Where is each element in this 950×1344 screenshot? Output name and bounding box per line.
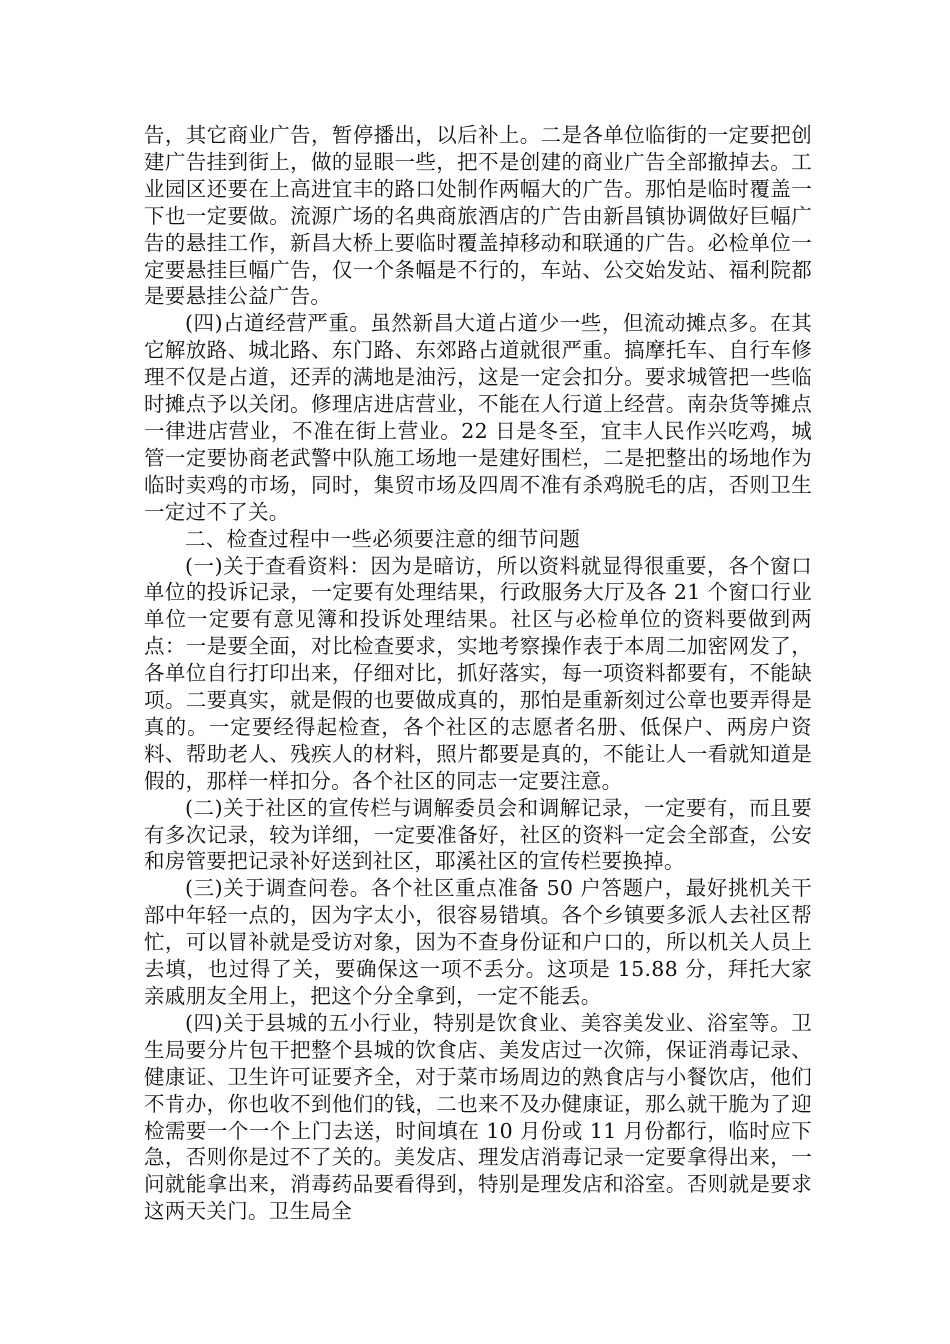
document-page — [144, 122, 812, 1225]
paragraph-community-bulletin: (二)关于社区的宣传栏与调解委员会和调解记录，一定要有，而且要有多次记录，较为详细，一定要准备好，社区的资料一定会全部查，公安和房管要把记录补好送到社区，耶溪社区的宣传栏要换掉。 — [144, 795, 812, 874]
paragraph-five-small-industries: (四)关于县城的五小行业，特别是饮食业、美容美发业、浴室等。卫生局要分片包干把整个县城的饮食店、美发店过一次筛，保证消毒记录、健康证、卫生许可证要齐全，对于菜市场周边的熟食店与小餐饮店，他们不肯办，你也收不到他们的钱，二也来不及办健康证，那么就干脆为了迎检需要一个一个上门去送，时间填在 10 月份或 11 月份都行，临时应下急，否则你是过不了关的。美发店、理发店消毒记录一定要拿得出来，一问就能拿出来，消毒药品要看得到，特别是理发店和浴室。否则就是要求这两天关门。卫生局全 — [144, 1010, 812, 1224]
paragraph-street-occupation: (四)占道经营严重。虽然新昌大道占道少一些，但流动摊点多。在其它解放路、城北路、东门路、东郊路占道就很严重。搞摩托车、自行车修理不仅是占道，还弄的满地是油污，这是一定会扣分。要求城管把一些临时摊点予以关闭。修理店进店营业，不能在人行道上经营。南杂货等摊点一律进店营业，不准在街上营业。22 日是冬至，宜丰人民作兴吃鸡，城管一定要协商老武警中队施工场地一是建好围栏，二是把整出的场地作为临时卖鸡的市场，同时，集贸市场及四周不准有杀鸡脱毛的店，否则卫生一定过不了关。 — [144, 311, 812, 524]
paragraph-survey-questionnaire: (三)关于调查问卷。各个社区重点准备 50 户答题户，最好挑机关干部中年轻一点的，因为字太小，很容易错填。各个乡镇要多派人去社区帮忙，可以冒补就是受访对象，因为不查身份证和户口的，所以机关人员上去填，也过得了关，要确保这一项不丢分。这项是 15.88 分，拜托大家亲戚朋友全用上，把这个分全拿到，一定不能丢。 — [144, 876, 812, 1008]
section-heading-inspection-details: 二、检查过程中一些必须要注意的细节问题 — [185, 526, 581, 551]
paragraph-ad-continuation: 告，其它商业广告，暂停播出，以后补上。二是各单位临街的一定要把创建广告挂到街上，做的显眼一些，把不是创建的商业广告全部撤掉去。工业园区还要在上高进宜丰的路口处制作两幅大的广告。那怕是临时覆盖一下也一定要做。流源广场的名典商旅酒店的广告由新昌镇协调做好巨幅广告的悬挂工作，新昌大桥上要临时覆盖掉移动和联通的广告。必检单位一定要悬挂巨幅广告，仅一个条幅是不行的，车站、公交始发站、福利院都是要悬挂公益广告。 — [144, 123, 812, 309]
paragraph-documents-review: (一)关于查看资料：因为是暗访，所以资料就显得很重要，各个窗口单位的投诉记录，一定要有处理结果，行政服务大厅及各 21 个窗口行业单位一定要有意见簿和投诉处理结果。社区与必检单位的资料要做到两点：一是要全面，对比检查要求，实地考察操作表于本周二加密网发了，各单位自行打印出来，仔细对比，抓好落实，每一项资料都要有，不能缺项。二要真实，就是假的也要做成真的，那怕是重新刻过公章也要弄得是真的。一定要经得起检查，各个社区的志愿者名册、低保户、两房户资料、帮助老人、残疾人的材料，照片都要是真的，不能让人一看就知道是假的，那样一样扣分。各个社区的同志一定要注意。 — [144, 553, 812, 793]
